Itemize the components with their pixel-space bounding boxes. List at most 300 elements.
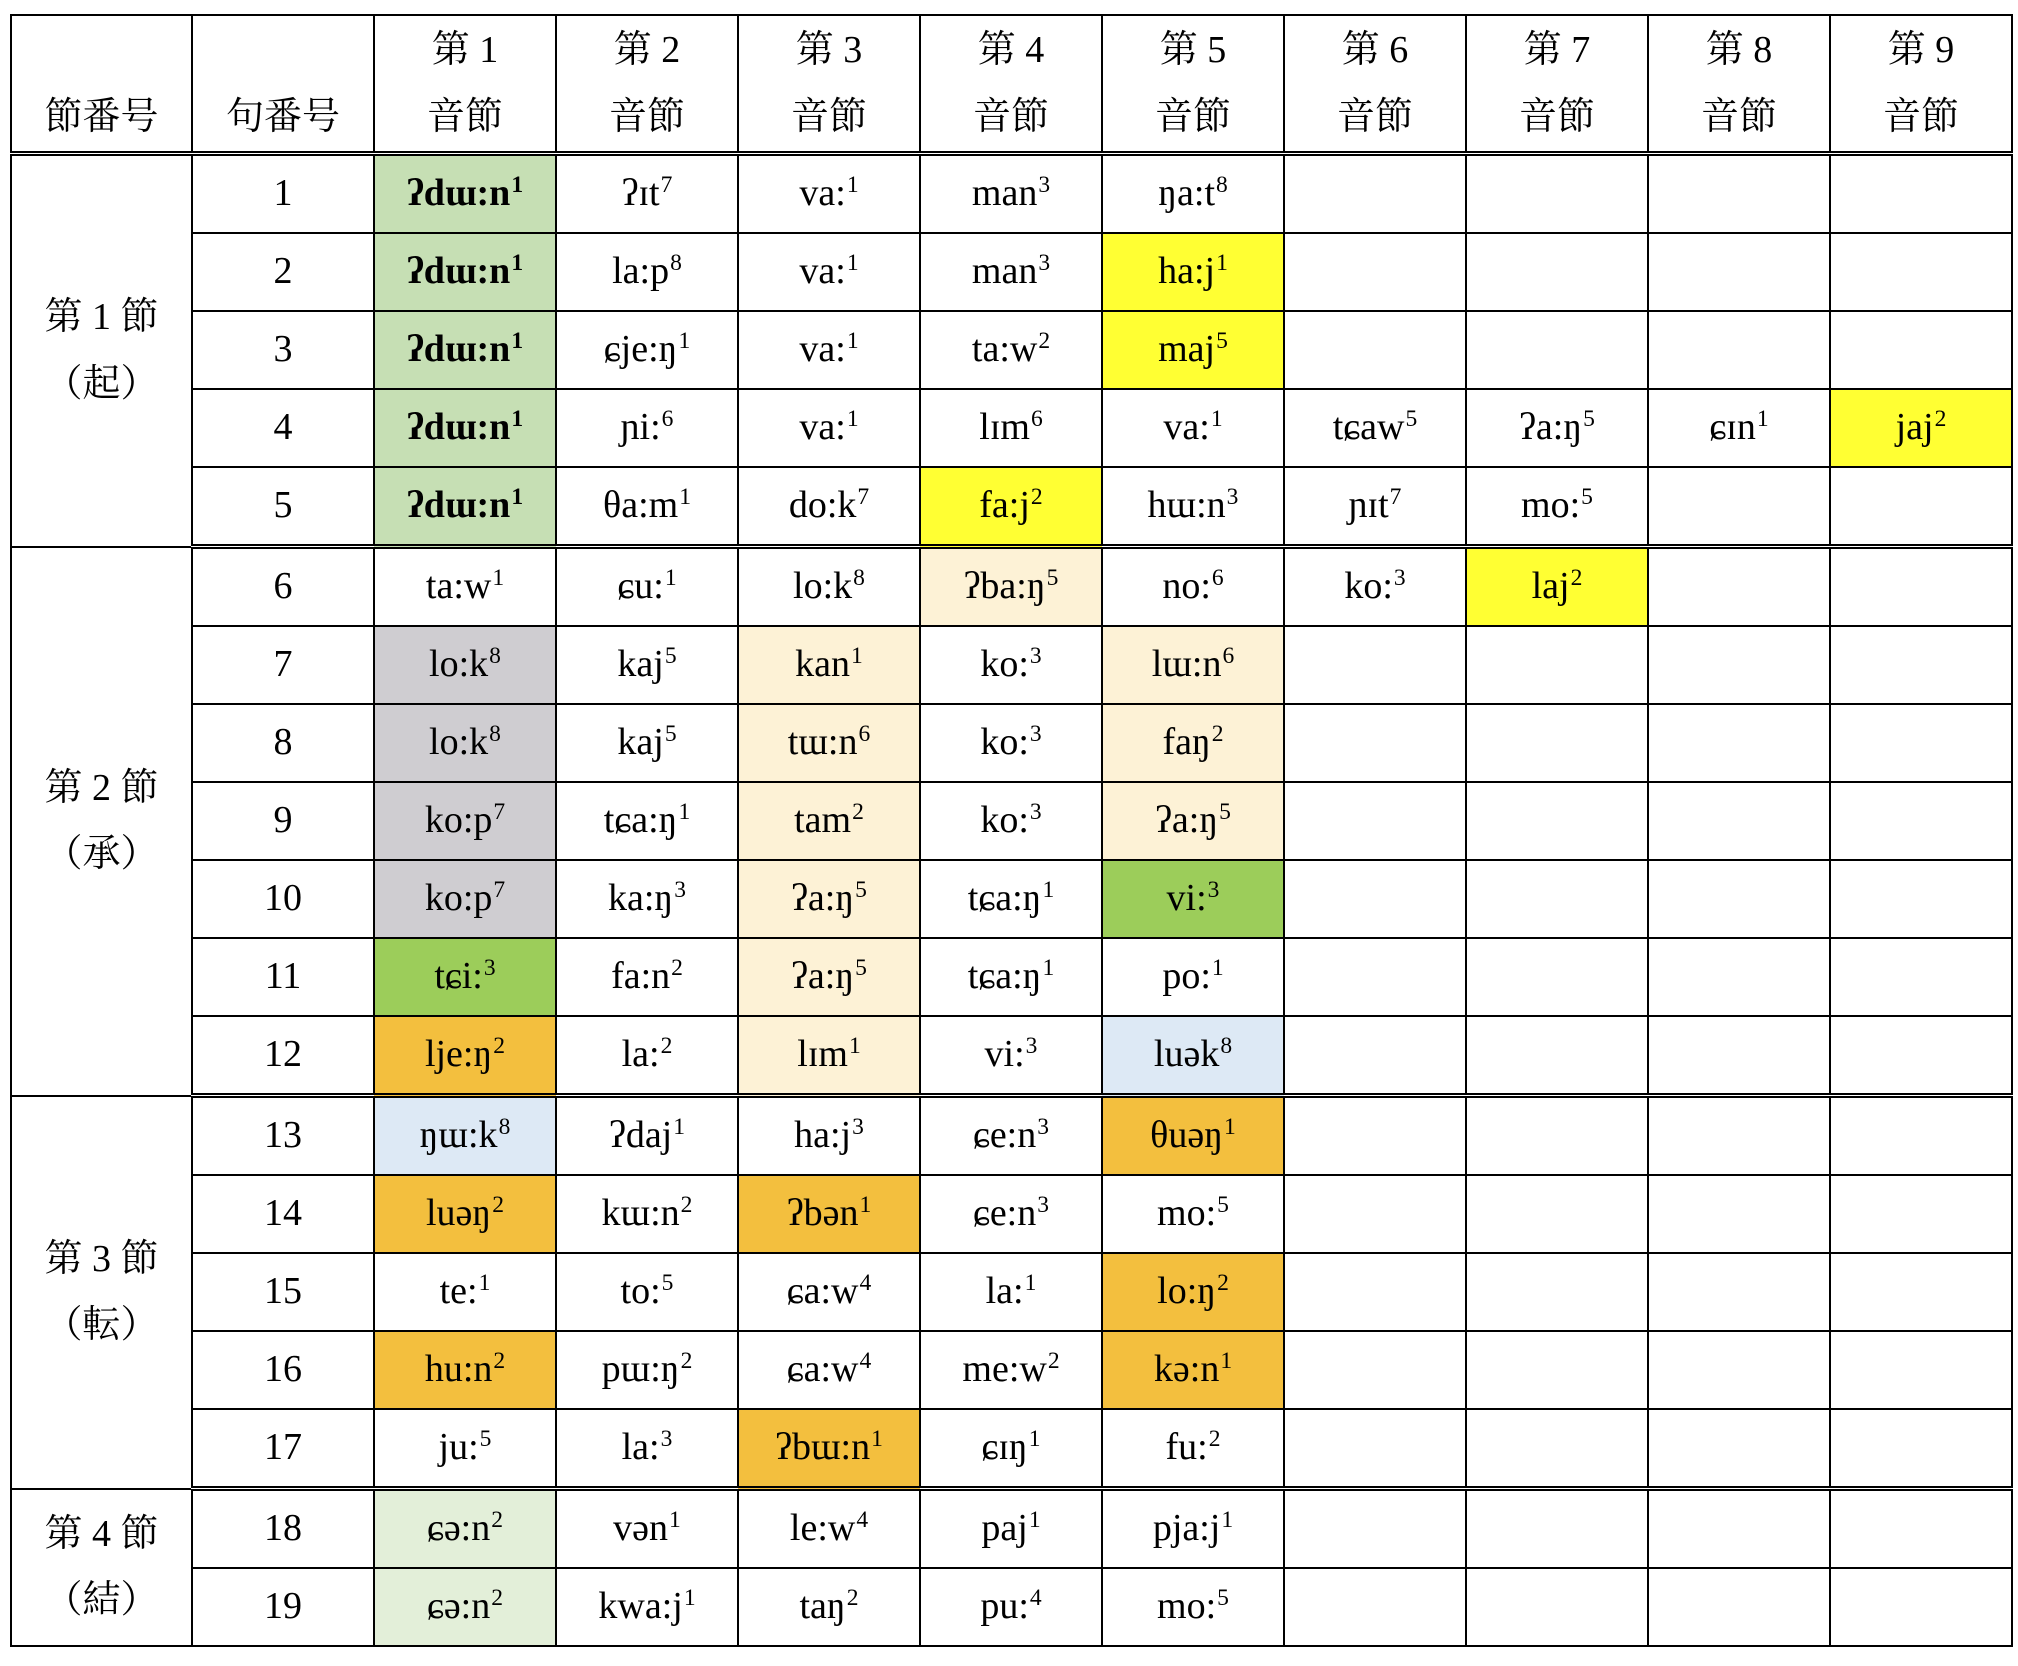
syllable-cell	[556, 547, 738, 627]
syllable-segment: lo:ŋ	[1157, 1270, 1217, 1313]
table-row	[11, 311, 2012, 389]
syllable-table	[10, 14, 2013, 1647]
syllable-cell	[920, 1331, 1102, 1409]
syllable-segment: faŋ	[1162, 721, 1211, 764]
syllable-cell	[1102, 1253, 1284, 1331]
syllable-col-header-2	[556, 15, 738, 154]
syllable-cell	[1466, 938, 1648, 1016]
syllable-cell	[1648, 1409, 1830, 1489]
syllable-cell	[1648, 467, 1830, 547]
syllable-segment: man	[971, 172, 1038, 215]
syllable-col-ordinal: 第 4	[977, 29, 1045, 71]
syllable-cell	[1648, 547, 1830, 627]
syllable-cell	[556, 704, 738, 782]
syllable	[1163, 406, 1222, 448]
tone-number: 3	[1025, 1033, 1038, 1060]
syllable-cell	[1648, 704, 1830, 782]
syllable-cell	[1284, 233, 1466, 311]
tone-number: 2	[1570, 565, 1583, 592]
syllable-cell	[1466, 467, 1648, 547]
tone-number: 8	[498, 1114, 511, 1141]
tone-number: 2	[1208, 1426, 1221, 1453]
tone-number: 2	[660, 1033, 673, 1060]
tone-number: 1	[673, 1114, 686, 1141]
syllable	[973, 1114, 1049, 1156]
tone-number: 2	[680, 1192, 693, 1219]
syllable-segment: ʔa:ŋ	[1155, 799, 1219, 842]
syllable	[1162, 565, 1223, 607]
syllable	[1519, 406, 1595, 448]
syllable-cell	[1648, 626, 1830, 704]
syllable-cell	[1102, 1096, 1284, 1176]
tone-number: 1	[664, 565, 677, 592]
syllable	[787, 1192, 872, 1234]
tone-number: 5	[664, 721, 677, 748]
tone-number: 1	[1028, 1426, 1041, 1453]
syllable-cell	[1466, 1016, 1648, 1096]
syllable	[1157, 1585, 1229, 1627]
syllable-segment: ʔdɯ:n	[406, 250, 511, 293]
syllable	[1709, 406, 1768, 448]
tone-number: 7	[660, 172, 673, 199]
line-number-header	[192, 15, 374, 154]
syllable	[426, 1192, 504, 1234]
table-header	[11, 15, 2012, 154]
syllable-col-header-8	[1648, 15, 1830, 154]
syllable-cell	[738, 233, 920, 311]
syllable-col-ordinal: 第 3	[795, 29, 863, 71]
section-number-header-label: 節番号	[44, 95, 159, 138]
syllable-cell	[1648, 938, 1830, 1016]
tone-number: 3	[1037, 1192, 1050, 1219]
tone-number: 8	[1220, 1033, 1233, 1060]
table-row	[11, 1489, 2012, 1569]
syllable-segment: te:	[439, 1270, 478, 1313]
syllable	[1158, 172, 1228, 214]
section-label-cell	[11, 1489, 192, 1647]
tone-number: 1	[1224, 1114, 1236, 1141]
syllable-segment: va:	[1163, 406, 1210, 449]
tone-number: 2	[1934, 406, 1947, 433]
section-role: （承）	[44, 833, 159, 875]
syllable	[622, 1033, 673, 1075]
syllable-segment: pɯ:ŋ	[601, 1348, 680, 1391]
syllable-cell	[738, 1253, 920, 1331]
syllable-cell	[556, 1175, 738, 1253]
syllable	[1158, 250, 1228, 292]
syllable	[980, 1585, 1041, 1627]
syllable-segment: ʔa:ŋ	[791, 955, 855, 998]
syllable-segment: ko:	[980, 799, 1029, 842]
tone-number: 1	[1211, 955, 1224, 982]
tone-number: 3	[1029, 721, 1042, 748]
syllable-cell	[374, 1253, 556, 1331]
syllable	[799, 1585, 858, 1627]
syllable-cell	[1466, 1409, 1648, 1489]
tone-number: 6	[1030, 406, 1043, 433]
syllable-segment: do:k	[788, 484, 857, 527]
tone-number: 5	[664, 643, 677, 670]
tone-number: 2	[680, 1348, 693, 1375]
syllable	[790, 1507, 868, 1549]
syllable-segment: luək	[1153, 1033, 1220, 1076]
syllable	[787, 1348, 872, 1390]
tone-number: 3	[660, 1426, 673, 1453]
syllable	[1162, 955, 1223, 997]
syllable	[986, 1270, 1037, 1312]
line-number-cell: 2	[192, 233, 374, 311]
syllable-cell	[1466, 1331, 1648, 1409]
section-label-cell	[11, 1096, 192, 1489]
syllable-segment: ŋa:t	[1158, 172, 1215, 215]
syllable-col-ordinal: 第 2	[613, 29, 681, 71]
line-number-cell: 3	[192, 311, 374, 389]
line-number-cell: 6	[192, 547, 374, 627]
syllable	[1167, 877, 1220, 919]
tone-number: 1	[1210, 406, 1223, 433]
tone-number: 5	[1217, 1192, 1229, 1219]
tone-number: 3	[852, 1114, 864, 1141]
syllable-cell	[374, 938, 556, 1016]
syllable-cell	[738, 467, 920, 547]
syllable-col-unit: 音節	[790, 95, 867, 138]
tone-number: 1	[683, 1585, 696, 1612]
syllable-cell	[1284, 1489, 1466, 1569]
syllable-cell	[920, 1568, 1102, 1646]
section-role: （結）	[44, 1579, 159, 1622]
syllable-cell	[920, 467, 1102, 547]
syllable-cell	[374, 467, 556, 547]
tone-number: 1	[846, 406, 859, 433]
syllable-cell	[920, 938, 1102, 1016]
syllable-segment: taŋ	[799, 1585, 846, 1628]
syllable	[617, 643, 676, 685]
syllable	[407, 406, 523, 448]
tone-number: 3	[1037, 1114, 1050, 1141]
table-row	[11, 389, 2012, 467]
syllable	[434, 955, 495, 997]
syllable-segment: ʔdaj	[608, 1114, 673, 1157]
syllable-segment: ʔɪt	[621, 172, 660, 215]
syllable-cell	[1466, 154, 1648, 234]
syllable-cell	[1466, 547, 1648, 627]
syllable-cell	[1830, 1409, 2012, 1489]
syllable-segment: ta:w	[971, 328, 1038, 371]
syllable-cell	[1830, 938, 2012, 1016]
syllable-segment: ko:	[980, 643, 1029, 686]
line-number-cell: 8	[192, 704, 374, 782]
syllable-cell	[1830, 704, 2012, 782]
syllable	[602, 1348, 693, 1390]
tone-number: 1	[511, 328, 524, 355]
syllable-cell	[1284, 547, 1466, 627]
syllable-segment: ʔba:ŋ	[963, 565, 1046, 608]
syllable	[604, 799, 690, 841]
syllable-segment: va:	[799, 172, 846, 215]
syllable-segment: fa:n	[611, 955, 671, 998]
tone-number: 5	[1216, 328, 1228, 355]
syllable-segment: ɕɪn	[1709, 406, 1756, 449]
syllable-cell	[374, 1016, 556, 1096]
syllable-cell	[920, 233, 1102, 311]
tone-number: 7	[857, 484, 870, 511]
line-number-cell: 18	[192, 1489, 374, 1569]
syllable-segment: kɯ:n	[601, 1192, 680, 1235]
syllable-segment: fu:	[1165, 1426, 1208, 1469]
syllable-cell	[738, 1568, 920, 1646]
syllable-segment: to:	[620, 1270, 661, 1313]
syllable-cell	[1466, 1096, 1648, 1176]
syllable	[1896, 406, 1947, 448]
syllable-segment: ʔdɯ:n	[406, 328, 511, 371]
line-number-cell: 19	[192, 1568, 374, 1646]
syllable-segment: ha:j	[1158, 250, 1216, 293]
syllable	[1153, 1507, 1233, 1549]
section-role: （転）	[44, 1304, 159, 1346]
syllable-segment: me:w	[962, 1348, 1047, 1391]
line-number-header-label: 句番号	[225, 95, 340, 138]
syllable	[622, 1426, 673, 1468]
tone-number: 2	[493, 1348, 506, 1375]
syllable-segment: lje:ŋ	[424, 1033, 493, 1076]
syllable-segment: luəŋ	[425, 1192, 492, 1235]
section-name: 第 2 節	[44, 766, 159, 809]
syllable	[425, 1348, 505, 1390]
table-row	[11, 860, 2012, 938]
tone-number: 5	[1217, 1585, 1229, 1612]
syllable	[621, 1270, 674, 1312]
syllable-col-ordinal: 第 5	[1159, 29, 1227, 71]
syllable-cell	[1648, 1096, 1830, 1176]
syllable	[1150, 1114, 1236, 1156]
syllable-cell	[1830, 1568, 2012, 1646]
tone-number: 1	[846, 250, 859, 277]
line-number-cell: 16	[192, 1331, 374, 1409]
syllable	[603, 484, 691, 526]
syllable-cell	[374, 1409, 556, 1489]
syllable-cell	[374, 1568, 556, 1646]
syllable-segment: va:	[799, 250, 846, 293]
syllable-cell	[1284, 1409, 1466, 1489]
syllable-cell	[738, 1175, 920, 1253]
tone-number: 1	[859, 1192, 872, 1219]
syllable-segment: fa:j	[979, 484, 1030, 527]
syllable-segment: pja:j	[1152, 1507, 1221, 1550]
syllable-cell	[556, 233, 738, 311]
section-label-cell	[11, 547, 192, 1096]
syllable-cell	[1466, 1489, 1648, 1569]
syllable-cell	[1830, 782, 2012, 860]
syllable-cell	[556, 1016, 738, 1096]
tone-number: 1	[511, 172, 524, 199]
syllable	[980, 643, 1041, 685]
syllable-segment: va:	[799, 406, 846, 449]
syllable	[598, 1585, 695, 1627]
syllable-segment: ʔa:ŋ	[1519, 406, 1583, 449]
syllable-cell	[738, 782, 920, 860]
syllable	[1532, 565, 1583, 607]
table-row	[11, 1253, 2012, 1331]
syllable-cell	[738, 389, 920, 467]
syllable-segment: ʔdɯ:n	[406, 172, 511, 215]
syllable-cell	[1102, 704, 1284, 782]
syllable-segment: la:p	[612, 250, 670, 293]
syllable-col-unit: 音節	[608, 95, 685, 138]
syllable-cell	[920, 154, 1102, 234]
syllable	[426, 565, 504, 607]
syllable-cell	[1648, 154, 1830, 234]
syllable	[985, 1033, 1038, 1075]
syllable-cell	[1648, 233, 1830, 311]
syllable-cell	[1284, 626, 1466, 704]
syllable	[793, 565, 865, 607]
syllable	[608, 877, 686, 919]
syllable-segment: la:	[985, 1270, 1024, 1313]
syllable-segment: ɕa:w	[786, 1270, 859, 1313]
line-number-cell: 12	[192, 1016, 374, 1096]
syllable	[1158, 328, 1228, 370]
table-row	[11, 1409, 2012, 1489]
syllable-cell	[738, 154, 920, 234]
syllable-cell	[1284, 154, 1466, 234]
syllable	[791, 877, 867, 919]
syllable-col-ordinal: 第 8	[1705, 29, 1773, 71]
syllable-cell	[374, 233, 556, 311]
syllable-cell	[738, 311, 920, 389]
tone-number: 6	[1211, 565, 1224, 592]
syllable-segment: ɕje:ŋ	[603, 328, 678, 371]
tone-number: 3	[1038, 172, 1051, 199]
syllable	[425, 877, 505, 919]
syllable-cell	[1102, 1331, 1284, 1409]
syllable-col-header-5	[1102, 15, 1284, 154]
syllable-cell	[556, 1409, 738, 1489]
syllable-cell	[374, 154, 556, 234]
syllable	[972, 172, 1050, 214]
tone-number: 4	[1029, 1585, 1042, 1612]
syllable-cell	[920, 704, 1102, 782]
syllable-segment: ʔa:ŋ	[791, 877, 855, 920]
syllable-segment: kaj	[617, 643, 664, 686]
syllable-cell	[920, 1175, 1102, 1253]
syllable-segment: kaj	[617, 721, 664, 764]
syllable-cell	[920, 782, 1102, 860]
tone-number: 8	[853, 565, 865, 592]
syllable-cell	[556, 1331, 738, 1409]
syllable-cell	[1648, 389, 1830, 467]
syllable	[425, 1033, 505, 1075]
syllable-cell	[374, 547, 556, 627]
syllable-cell	[556, 467, 738, 547]
syllable	[795, 643, 863, 685]
syllable-segment: lo:k	[429, 643, 489, 686]
syllable-col-unit: 音節	[1518, 95, 1595, 138]
syllable-segment: mo:	[1157, 1585, 1217, 1628]
tone-number: 2	[491, 1585, 504, 1612]
syllable-cell	[556, 1568, 738, 1646]
syllable	[968, 955, 1054, 997]
syllable-segment: ɕɪŋ	[981, 1426, 1028, 1469]
syllable-segment: pu:	[980, 1585, 1029, 1628]
syllable-cell	[1102, 154, 1284, 234]
table-row	[11, 704, 2012, 782]
syllable	[617, 565, 676, 607]
syllable-segment: ʔbɯ:n	[775, 1426, 871, 1469]
syllable-cell	[1284, 1175, 1466, 1253]
syllable	[799, 406, 858, 448]
tone-number: 2	[1030, 484, 1043, 511]
syllable	[794, 799, 864, 841]
syllable-segment: tɕa:ŋ	[603, 799, 678, 842]
syllable-cell	[1102, 547, 1284, 627]
section-name: 第 3 節	[44, 1237, 159, 1280]
syllable-segment: lo:k	[429, 721, 489, 764]
syllable-cell	[738, 1331, 920, 1409]
line-number-cell: 1	[192, 154, 374, 234]
tone-number: 8	[1216, 172, 1228, 199]
syllable-cell	[1102, 311, 1284, 389]
tone-number: 2	[491, 1507, 504, 1534]
line-number-cell: 10	[192, 860, 374, 938]
table-row	[11, 782, 2012, 860]
section-name: 第 4 節	[44, 1512, 159, 1555]
tone-number: 2	[852, 799, 864, 826]
syllable-segment: va:	[799, 328, 846, 371]
syllable-cell	[1102, 860, 1284, 938]
syllable-cell	[1830, 154, 2012, 234]
syllable-segment: lɯ:n	[1151, 643, 1222, 686]
syllable-cell	[374, 1331, 556, 1409]
syllable	[1152, 643, 1234, 685]
syllable-segment: ka:ŋ	[607, 877, 674, 920]
syllable-cell	[1830, 860, 2012, 938]
syllable-cell	[1466, 233, 1648, 311]
syllable	[407, 250, 523, 292]
syllable-cell	[1102, 1409, 1284, 1489]
syllable	[980, 721, 1041, 763]
tone-number: 1	[851, 643, 863, 670]
syllable-segment: kwa:j	[598, 1585, 683, 1628]
tone-number: 1	[846, 328, 859, 355]
syllable-segment: θuəŋ	[1150, 1114, 1224, 1157]
syllable-cell	[738, 860, 920, 938]
syllable	[981, 1426, 1040, 1468]
syllable-segment: θa:m	[603, 484, 679, 527]
tone-number: 3	[1226, 484, 1239, 511]
tone-number: 1	[678, 328, 691, 355]
syllable-cell	[738, 547, 920, 627]
syllable-cell	[920, 860, 1102, 938]
tone-number: 3	[674, 877, 686, 904]
tone-number: 4	[859, 1270, 872, 1297]
syllable-cell	[1466, 1253, 1648, 1331]
syllable-segment: ta:w	[425, 565, 492, 608]
tone-number: 6	[661, 406, 674, 433]
syllable-segment: maj	[1158, 328, 1216, 371]
syllable-cell	[1284, 938, 1466, 1016]
syllable-cell	[1102, 938, 1284, 1016]
syllable	[794, 1114, 864, 1156]
syllable	[973, 1192, 1049, 1234]
syllable-cell	[920, 626, 1102, 704]
line-number-cell: 14	[192, 1175, 374, 1253]
syllable-col-unit: 音節	[1882, 95, 1959, 138]
syllable-cell	[1284, 311, 1466, 389]
syllable-cell	[556, 1489, 738, 1569]
table-row	[11, 1096, 2012, 1176]
syllable	[791, 955, 867, 997]
syllable-segment: ɕe:n	[972, 1114, 1037, 1157]
